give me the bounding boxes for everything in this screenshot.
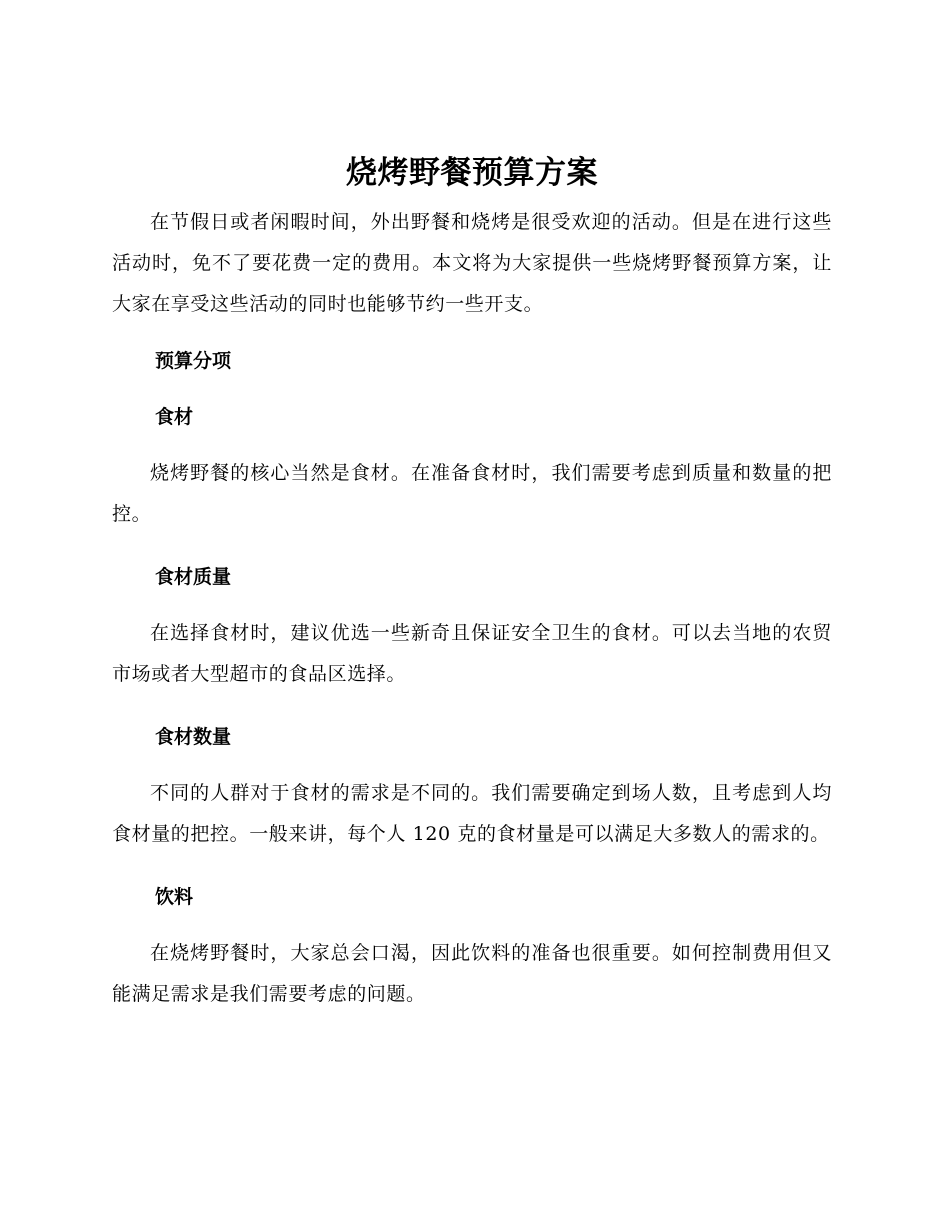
- heading-drinks: 饮料: [155, 886, 194, 908]
- heading-budget-items: 预算分项: [155, 350, 232, 372]
- document-body: [112, 150, 832, 1015]
- heading-food: 食材: [155, 406, 194, 428]
- food-quantity-paragraph: 不同的人群对于食材的需求是不同的。我们需要确定到场人数，且考虑到人均食材量的把控。一般来讲，每个人 120 克的食材量是可以满足大多数人的需求的。: [112, 782, 832, 845]
- intro-paragraph: 在节假日或者闲暇时间，外出野餐和烧烤是很受欢迎的活动。但是在进行这些活动时，免不了要花费一定的费用。本文将为大家提供一些烧烤野餐预算方案，让大家在享受这些活动的同时也能够节约一些开支。: [112, 211, 832, 315]
- food-quality-paragraph: 在选择食材时，建议优选一些新奇且保证安全卫生的食材。可以去当地的农贸市场或者大型超市的食品区选择。: [112, 622, 832, 685]
- heading-food-quality: 食材质量: [155, 566, 232, 588]
- food-paragraph: 烧烤野餐的核心当然是食材。在准备食材时，我们需要考虑到质量和数量的把控。: [112, 462, 832, 525]
- drinks-paragraph: 在烧烤野餐时，大家总会口渴，因此饮料的准备也很重要。如何控制费用但又能满足需求是我们需要考虑的问题。: [112, 942, 832, 1005]
- heading-food-quantity: 食材数量: [155, 726, 232, 748]
- document-title: 烧烤野餐预算方案: [346, 155, 598, 191]
